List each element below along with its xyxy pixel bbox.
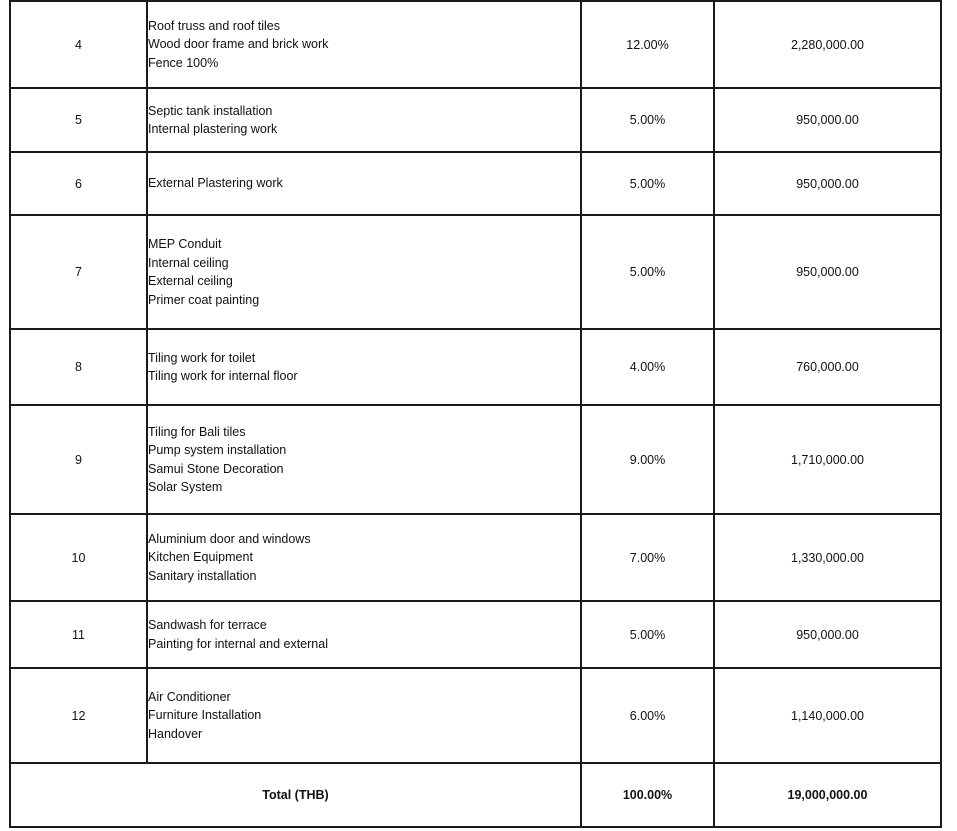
work-item: Fence 100%	[148, 55, 219, 70]
payment-amount: 1,330,000.00	[714, 514, 941, 601]
work-item: Sanitary installation	[148, 568, 257, 583]
work-item: External Plastering work	[148, 176, 283, 191]
total-percent: 100.00%	[581, 763, 714, 827]
payment-percent: 12.00%	[581, 1, 714, 88]
table-row	[10, 514, 941, 601]
work-item: Aluminium door and windows	[148, 531, 311, 546]
schedule-rows	[10, 1, 941, 763]
item-number: 7	[10, 215, 147, 329]
work-item: Painting for internal and external	[148, 636, 328, 651]
item-number: 11	[10, 601, 147, 668]
payment-percent: 5.00%	[581, 152, 714, 215]
item-number: 5	[10, 88, 147, 152]
work-item: Solar System	[148, 480, 223, 494]
work-item: External ceiling	[148, 274, 233, 288]
item-number: 10	[10, 514, 147, 601]
item-number: 6	[10, 152, 147, 215]
payment-amount: 950,000.00	[714, 601, 941, 668]
table-row	[10, 88, 941, 152]
payment-schedule-table	[9, 0, 942, 828]
table-row	[10, 329, 941, 405]
work-description	[147, 152, 581, 215]
payment-amount: 2,280,000.00	[714, 1, 941, 88]
work-description	[147, 668, 581, 763]
work-item: Internal ceiling	[148, 255, 229, 270]
table-row	[10, 1, 941, 88]
table-row	[10, 601, 941, 668]
payment-amount: 950,000.00	[714, 88, 941, 152]
payment-percent: 4.00%	[581, 329, 714, 405]
work-item: Samui Stone Decoration	[148, 461, 284, 476]
work-item: Furniture Installation	[148, 708, 262, 723]
payment-percent: 5.00%	[581, 601, 714, 668]
total-row	[10, 763, 941, 827]
work-description	[147, 514, 581, 601]
work-item: Handover	[148, 726, 203, 741]
work-item: Roof truss and roof tiles	[148, 18, 281, 33]
table-row	[10, 152, 941, 215]
payment-percent: 5.00%	[581, 88, 714, 152]
payment-percent: 9.00%	[581, 405, 714, 514]
work-description	[147, 1, 581, 88]
work-item: Tiling work for internal floor	[148, 369, 298, 383]
table-row	[10, 668, 941, 763]
work-item: Tiling for Bali tiles	[148, 424, 246, 439]
payment-amount: 950,000.00	[714, 152, 941, 215]
payment-percent: 5.00%	[581, 215, 714, 329]
work-item: Primer coat painting	[148, 292, 260, 307]
item-number: 8	[10, 329, 147, 405]
work-item: Internal plastering work	[148, 122, 278, 136]
work-item: Sandwash for terrace	[148, 618, 267, 632]
total-label: Total (THB)	[10, 763, 581, 827]
work-item: Pump system installation	[148, 443, 287, 457]
work-description	[147, 601, 581, 668]
work-item: MEP Conduit	[148, 237, 222, 251]
work-item: Air Conditioner	[148, 689, 231, 704]
work-item: Wood door frame and brick work	[148, 37, 329, 52]
work-description	[147, 215, 581, 329]
payment-percent: 7.00%	[581, 514, 714, 601]
table-row	[10, 215, 941, 329]
work-description	[147, 405, 581, 514]
payment-amount: 950,000.00	[714, 215, 941, 329]
payment-amount: 1,140,000.00	[714, 668, 941, 763]
total-amount: 19,000,000.00	[714, 763, 941, 827]
work-description	[147, 88, 581, 152]
table-row	[10, 405, 941, 514]
work-item: Tiling work for toilet	[148, 350, 256, 365]
work-item: Septic tank installation	[148, 103, 273, 118]
item-number: 9	[10, 405, 147, 514]
payment-percent: 6.00%	[581, 668, 714, 763]
item-number: 4	[10, 1, 147, 88]
item-number: 12	[10, 668, 147, 763]
payment-amount: 760,000.00	[714, 329, 941, 405]
work-item: Kitchen Equipment	[148, 550, 253, 565]
work-description	[147, 329, 581, 405]
payment-amount: 1,710,000.00	[714, 405, 941, 514]
